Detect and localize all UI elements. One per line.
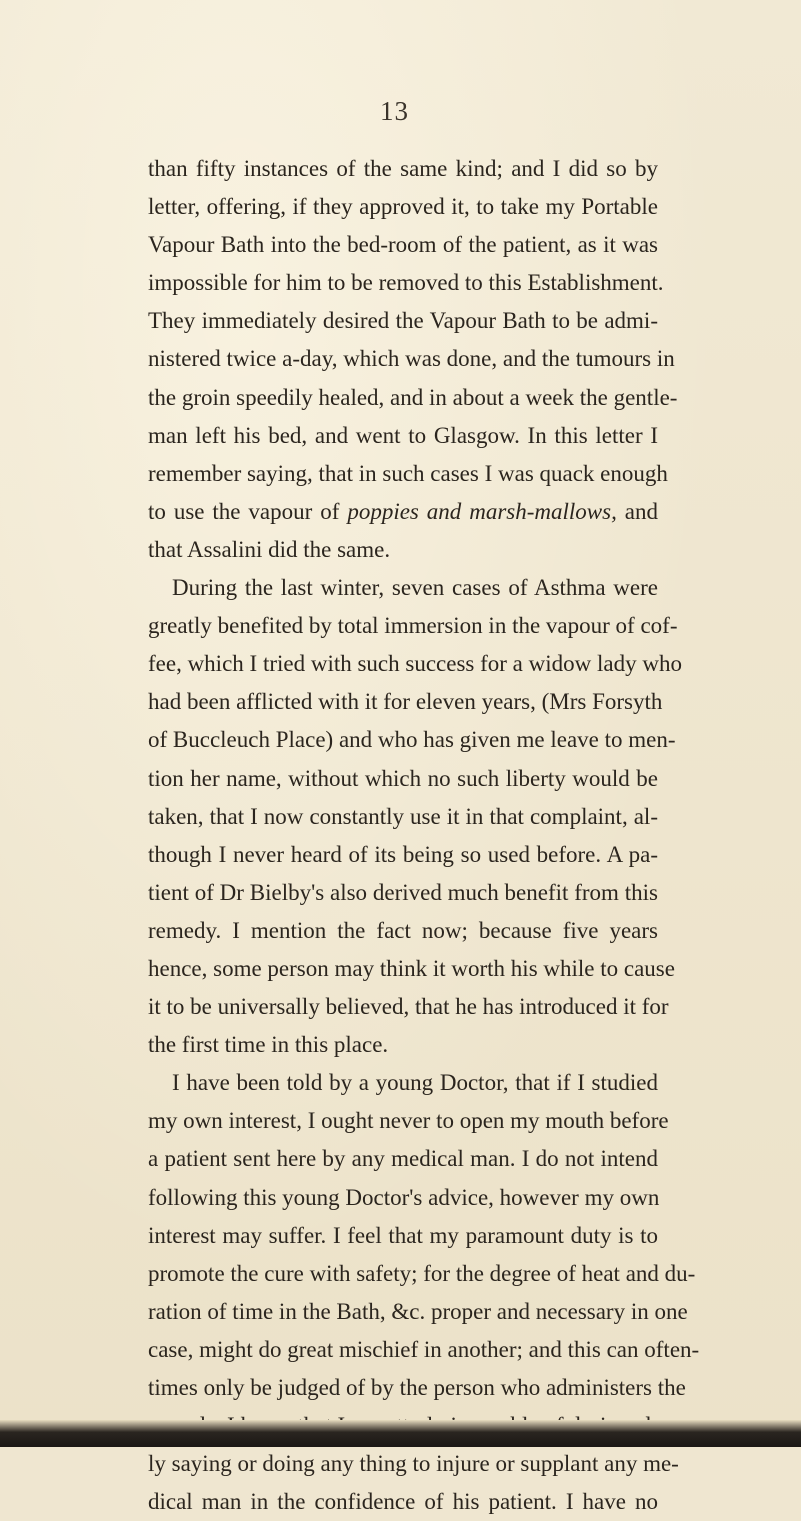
text-span: to use the vapour of (148, 498, 348, 524)
text-line: of Buccleuch Place) and who has given me leave to men- (148, 727, 676, 753)
text-line: taken, that I now constantly use it in that complaint, al- (148, 803, 658, 829)
text-line: greatly benefited by total immersion in the vapour of cof- (148, 613, 678, 639)
text-line: had been afflicted with it for eleven years, (Mrs Forsyth (148, 689, 663, 715)
text-line: times only be judged of by the person who administers the (148, 1375, 686, 1400)
text-line: than fifty instances of the same kind; and I did so by (148, 156, 658, 181)
text-line: it to be universally believed, that he has introduced it for (148, 994, 669, 1020)
page-number: 13 (380, 96, 409, 126)
text-line: fee, which I tried with such success for a widow lady who (148, 651, 682, 677)
text-line: man left his bed, and went to Glasgow. In this letter I (148, 422, 658, 448)
text-line: nistered twice a-day, which was done, and the tumours in (148, 346, 675, 372)
text-line: They immediately desired the Vapour Bath to be admi- (148, 308, 658, 334)
text-line: that Assalini did the same. (148, 536, 391, 562)
text-line: Vapour Bath into the bed-room of the patient, as it was (148, 232, 658, 258)
text-line (148, 493, 658, 531)
body-text (148, 150, 700, 1521)
text-line: my own interest, I ought never to open my mouth before (148, 1108, 669, 1134)
text-line: though I never heard of its being so used before. A pa- (148, 841, 658, 867)
text-line: a patient sent here by any medical man. I do not intend (148, 1146, 658, 1172)
page-bottom-edge (0, 1420, 801, 1447)
text-line: case, might do great mischief in another; and this can often- (148, 1336, 700, 1362)
text-span: and (616, 498, 658, 524)
text-line: letter, offering, if they approved it, to take my Portable (148, 194, 658, 220)
text-line: promote the cure with safety; for the degree of heat and du- (148, 1260, 696, 1286)
text-line: the groin speedily healed, and in about a week the gentle- (148, 384, 678, 410)
text-line: tient of Dr Bielby's also derived much benefit from this (148, 879, 658, 905)
text-line: impossible for him to be removed to this Establishment. (148, 270, 664, 296)
text-line: During the last winter, seven cases of Asthma were (172, 575, 658, 601)
text-line: I have been told by a young Doctor, that if I studied (172, 1070, 658, 1096)
text-line: ration of time in the Bath, &c. proper and necessary in one (148, 1298, 688, 1324)
text-line: interest may suffer. I feel that my paramount duty is to (148, 1222, 658, 1248)
text-line: remember saying, that in such cases I was quack enough (148, 460, 668, 486)
text-line: ly saying or doing any thing to injure or supplant any me- (148, 1451, 679, 1477)
text-line: following this young Doctor's advice, however my own (148, 1184, 660, 1210)
text-line: remedy. I mention the fact now; because five years (148, 917, 658, 943)
text-line: tion her name, without which no such liberty would be (148, 765, 658, 791)
text-line: the first time in this place. (148, 1032, 389, 1058)
text-line: hence, some person may think it worth his while to cause (148, 955, 675, 981)
text-line: dical man in the confidence of his patient. I have no (148, 1489, 658, 1515)
italic-phrase: poppies and marsh-mallows, (347, 498, 617, 524)
